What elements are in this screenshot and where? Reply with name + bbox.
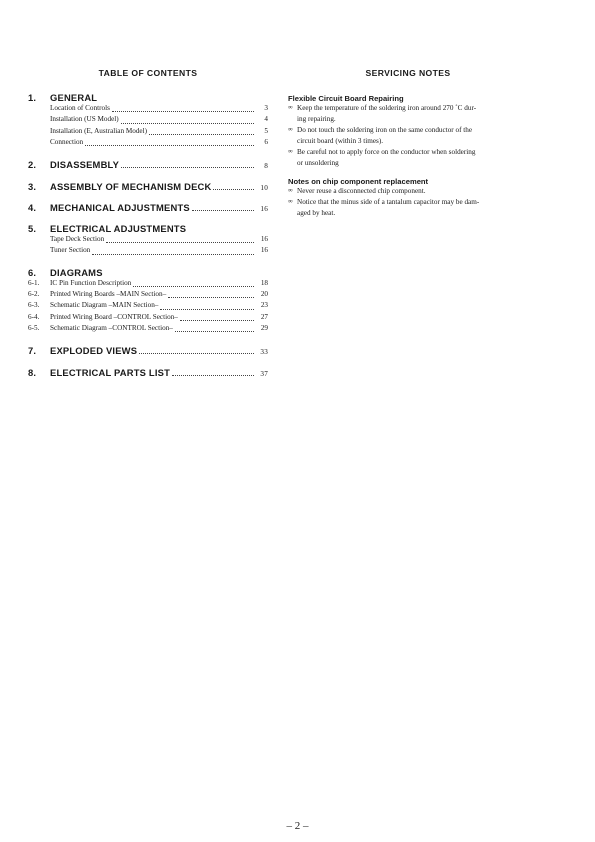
section-number: 8.: [28, 367, 37, 379]
entry-page: 6: [264, 137, 268, 146]
entry-number: 6-3.: [28, 301, 40, 310]
dot-leader: [168, 297, 254, 298]
toc-entry[interactable]: [28, 114, 268, 125]
toc-section: [28, 267, 268, 334]
toc-section-heading[interactable]: [28, 345, 268, 356]
bullet-icon: ∞: [288, 104, 293, 111]
entry-label: Connection: [50, 137, 84, 146]
entry-label: Printed Wiring Board –CONTROL Section–: [50, 312, 178, 321]
toc-entry[interactable]: [28, 103, 268, 114]
section-title: ELECTRICAL ADJUSTMENTS: [50, 223, 187, 235]
section-title: GENERAL: [50, 92, 98, 103]
section-number: 6.: [28, 266, 37, 278]
section-page: 10: [260, 184, 268, 193]
entry-page: 5: [264, 126, 268, 135]
toc-section-heading[interactable]: [28, 267, 268, 278]
toc-entry[interactable]: [28, 323, 268, 334]
bullet-icon: ∞: [288, 187, 293, 195]
note-item: [288, 147, 528, 169]
note-line: or unsoldering: [297, 158, 339, 167]
entry-page: 18: [260, 278, 268, 287]
toc-section-heading[interactable]: [28, 202, 268, 213]
note-line: Be careful not to apply force on the conductor when soldering: [297, 147, 476, 156]
dot-leader: [213, 189, 254, 190]
note-heading: Notes on chip component replacement: [288, 177, 429, 187]
bullet-icon: ∞: [288, 147, 293, 155]
entry-label: Location of Controls: [50, 104, 110, 112]
toc-entry[interactable]: [28, 137, 268, 148]
note-line: ing repairing.: [297, 114, 336, 123]
note-line: Notice that the minus side of a tantalum capacitor may be dam-: [297, 198, 480, 207]
page-number: – 2 –: [286, 820, 309, 832]
entry-label: Installation (E, Australian Model): [50, 126, 148, 135]
entry-label: Schematic Diagram –CONTROL Section–: [50, 323, 173, 332]
dot-leader: [106, 242, 254, 243]
entry-page: 3: [264, 104, 268, 112]
note-line: aged by heat.: [297, 209, 336, 218]
entry-page: 20: [260, 290, 268, 299]
dot-leader: [112, 111, 254, 112]
section-number: 4.: [28, 202, 37, 214]
entry-page: 23: [260, 301, 268, 310]
note-text: [297, 103, 528, 125]
dot-leader: [85, 145, 254, 146]
section-page: 8: [264, 162, 268, 171]
toc-section: [28, 223, 268, 257]
toc-entry[interactable]: [28, 312, 268, 323]
note-text: [297, 147, 528, 169]
section-page: 37: [260, 370, 268, 379]
toc-title: TABLE OF CONTENTS: [98, 68, 198, 78]
entry-number: 6-1.: [28, 278, 40, 287]
section-number: 1.: [28, 92, 37, 103]
section-title: ASSEMBLY OF MECHANISM DECK: [50, 181, 212, 193]
entry-label: IC Pin Function Description: [50, 278, 132, 287]
dot-leader: [133, 286, 254, 287]
section-title: EXPLODED VIEWS: [50, 345, 138, 357]
dot-leader: [121, 123, 254, 124]
entry-page: 4: [264, 115, 268, 124]
dot-leader: [180, 320, 254, 321]
toc-entry[interactable]: [28, 300, 268, 311]
note-line: Never reuse a disconnected chip component.: [297, 187, 426, 196]
servicing-notes: [288, 68, 528, 219]
section-title: ELECTRICAL PARTS LIST: [50, 367, 170, 379]
note-text: [297, 125, 528, 147]
toc-entry[interactable]: [28, 289, 268, 300]
note-text: [297, 186, 528, 197]
section-page: 16: [260, 205, 268, 214]
toc-section-heading[interactable]: [28, 181, 268, 192]
note-group: [288, 177, 528, 219]
dot-leader: [121, 167, 254, 168]
note-line: circuit board (within 3 times).: [297, 136, 384, 145]
entry-label: Schematic Diagram –MAIN Section–: [50, 301, 159, 310]
entry-label: Tape Deck Section: [50, 235, 105, 244]
toc-section-heading[interactable]: [28, 367, 268, 378]
toc-section: [28, 202, 268, 213]
entry-label: Printed Wiring Boards –MAIN Section–: [50, 290, 167, 299]
toc-section: [28, 92, 268, 148]
dot-leader: [149, 134, 254, 135]
table-of-contents: [28, 68, 268, 378]
entry-page: 16: [260, 246, 268, 255]
toc-section-heading[interactable]: [28, 223, 268, 234]
toc-section-heading[interactable]: [28, 92, 268, 103]
section-title: MECHANICAL ADJUSTMENTS: [50, 202, 190, 214]
note-item: [288, 197, 528, 219]
entry-page: 27: [260, 312, 268, 321]
section-number: 5.: [28, 223, 37, 235]
note-line: Do not touch the soldering iron on the same conductor of the: [297, 125, 473, 134]
note-item: [288, 186, 528, 197]
entry-number: 6-4.: [28, 312, 40, 321]
toc-entry[interactable]: [28, 126, 268, 137]
entry-number: 6-5.: [28, 323, 40, 332]
section-title: DISASSEMBLY: [50, 159, 120, 171]
toc-section: [28, 367, 268, 378]
bullet-icon: ∞: [288, 198, 293, 206]
note-heading: Flexible Circuit Board Repairing: [288, 94, 404, 103]
note-text: [297, 197, 528, 219]
notes-title: SERVICING NOTES: [365, 68, 451, 78]
dot-leader: [172, 375, 254, 376]
toc-entry[interactable]: [28, 278, 268, 289]
section-page: 33: [260, 348, 268, 357]
bullet-icon: ∞: [288, 125, 293, 133]
note-item: [288, 103, 528, 125]
dot-leader: [175, 331, 254, 332]
entry-label: Tuner Section: [50, 246, 91, 255]
note-line: Keep the temperature of the soldering iron around 270 ˚C dur-: [297, 104, 477, 112]
toc-sections: [28, 92, 268, 378]
note-group: [288, 94, 528, 168]
dot-leader: [92, 254, 254, 255]
toc-section-heading[interactable]: [28, 159, 268, 170]
section-number: 7.: [28, 345, 37, 357]
section-number: 2.: [28, 159, 37, 171]
entry-label: Installation (US Model): [50, 115, 119, 124]
toc-entry[interactable]: [28, 234, 268, 245]
dot-leader: [192, 210, 254, 211]
entry-page: 16: [260, 235, 268, 244]
dot-leader: [160, 309, 254, 310]
dot-leader: [139, 353, 254, 354]
entry-page: 29: [260, 323, 268, 332]
section-number: 3.: [28, 181, 37, 193]
toc-section: [28, 159, 268, 170]
toc-section: [28, 181, 268, 192]
toc-section: [28, 345, 268, 356]
note-groups: [288, 94, 528, 219]
entry-number: 6-2.: [28, 290, 40, 299]
section-title: DIAGRAMS: [50, 266, 103, 278]
toc-entry[interactable]: [28, 245, 268, 256]
note-item: [288, 125, 528, 147]
